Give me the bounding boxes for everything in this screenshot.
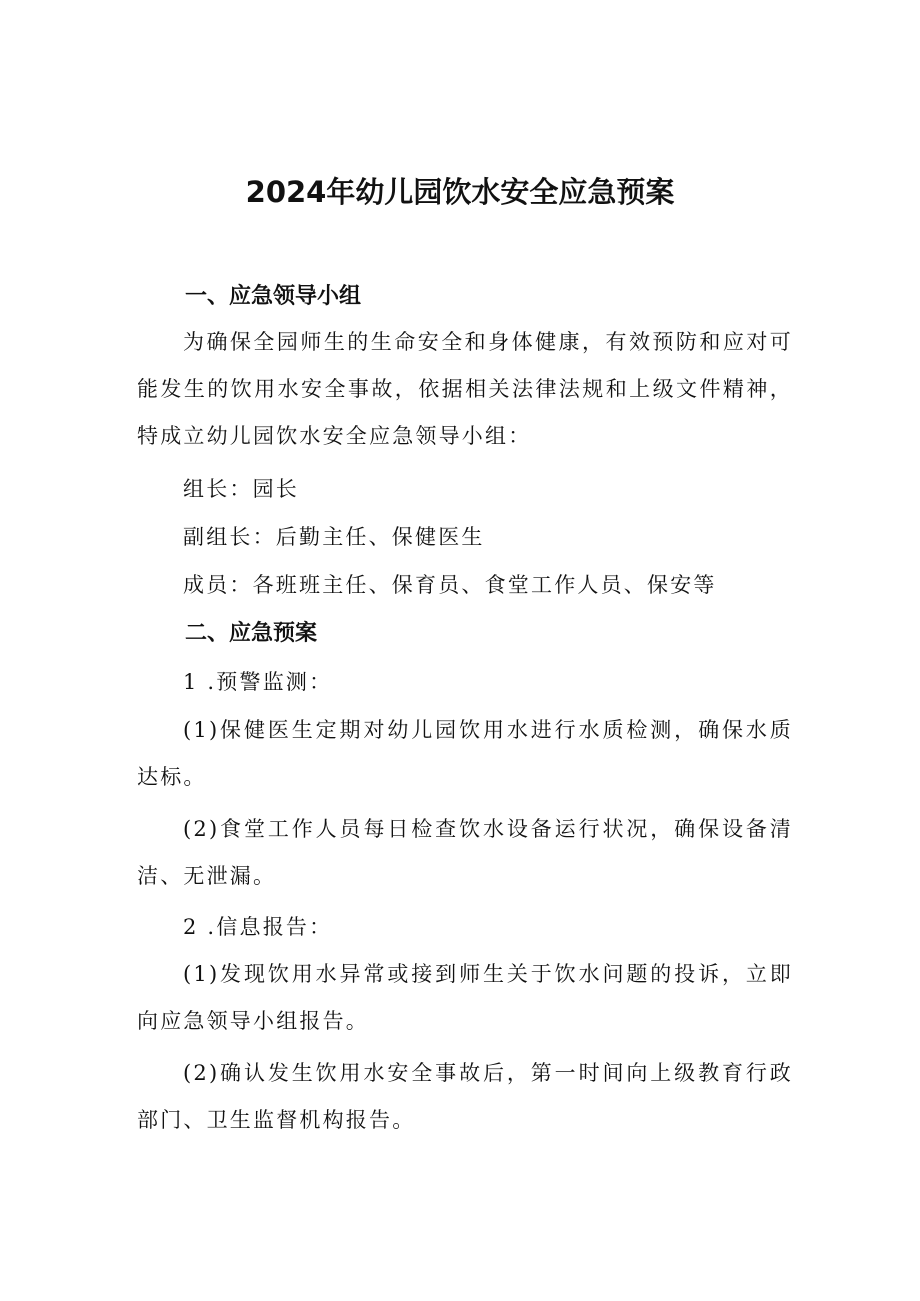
item-info-report-title: 2 .信息报告： [183,915,333,939]
item-warning-monitoring-title: 1 .预警监测： [183,670,333,694]
warning-paragraph-2: (2)食堂工作人员每日检查饮水设备运行状况，确保设备清洁、无泄漏。 [137,817,793,888]
leader-line: 组长：园长 [183,477,299,501]
section-heading-leadership: 一、应急领导小组 [185,284,362,309]
deputy-leader-line: 副组长：后勤主任、保健医生 [183,525,485,549]
warning-paragraph-1: (1)保健医生定期对幼儿园饮用水进行水质检测，确保水质达标。 [137,718,793,789]
intro-paragraph: 为确保全园师生的生命安全和身体健康，有效预防和应对可能发生的饮用水安全事故，依据相关法律法规和上级文件精神，特成立幼儿园饮水安全应急领导小组： [137,330,793,448]
report-paragraph-2: (2)确认发生饮用水安全事故后，第一时间向上级教育行政部门、卫生监督机构报告。 [137,1061,793,1132]
document-title: 2024年幼儿园饮水安全应急预案 [245,175,675,209]
report-paragraph-1: (1)发现饮用水异常或接到师生关于饮水问题的投诉，立即向应急领导小组报告。 [137,962,793,1033]
members-line: 成员：各班班主任、保育员、食堂工作人员、保安等 [183,573,717,597]
section-heading-plan: 二、应急预案 [185,621,318,646]
